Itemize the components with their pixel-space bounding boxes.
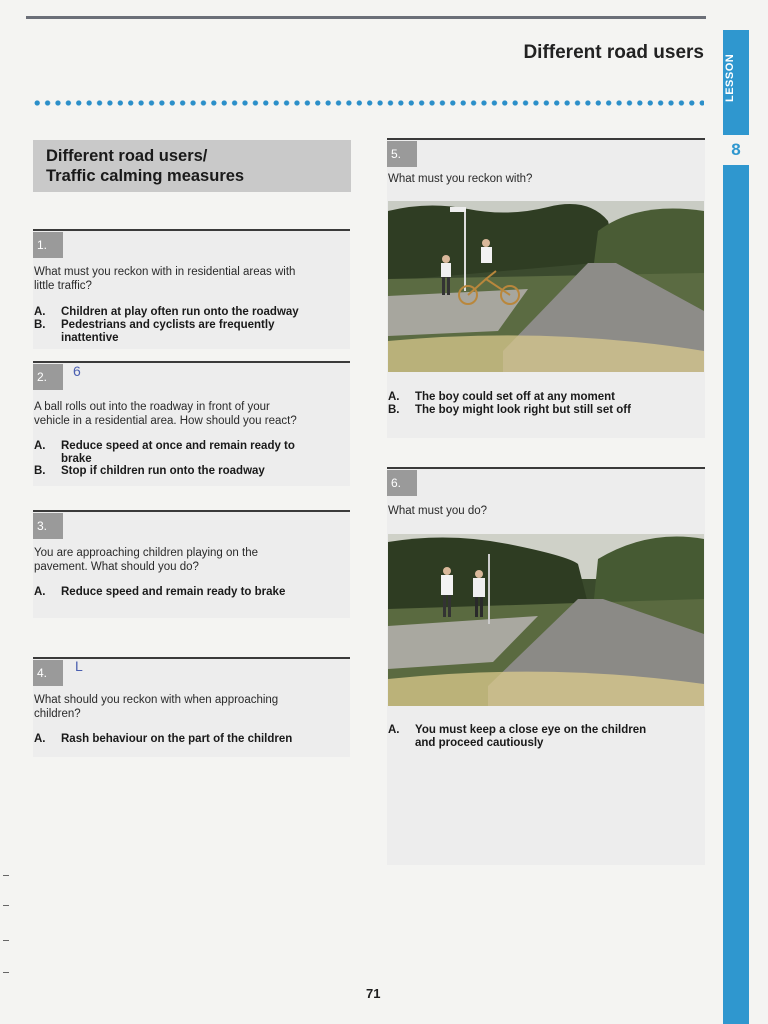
pen-mark: 6 xyxy=(73,363,81,379)
question-number: 2. xyxy=(33,364,63,390)
dotted-divider xyxy=(32,97,704,109)
question-text-line: vehicle in a residential area. How should you react? xyxy=(34,415,297,427)
answer-text: The boy could set off at any moment xyxy=(415,391,615,403)
answer-a xyxy=(388,724,646,750)
question-rule xyxy=(387,138,705,140)
lesson-side-bar xyxy=(723,30,749,1024)
answer-letter: B. xyxy=(388,404,400,416)
question-number: 6. xyxy=(387,470,417,496)
question-text-line: little traffic? xyxy=(34,280,92,292)
photo-boy-with-bicycle xyxy=(388,201,704,372)
question-rule xyxy=(33,510,350,512)
answer-b xyxy=(34,319,274,345)
pen-mark: L xyxy=(75,658,83,674)
question-6 xyxy=(387,467,705,865)
section-title-line1: Different road users/ xyxy=(46,147,208,165)
question-text xyxy=(34,265,348,293)
answer-text: The boy might look right but still set off xyxy=(415,404,631,416)
street-scene-image xyxy=(388,534,704,706)
question-text-line: What must you reckon with in residential areas with xyxy=(34,266,296,278)
photo-children-on-pavement xyxy=(388,534,704,706)
answer-a xyxy=(34,586,285,599)
question-text-line: children? xyxy=(34,708,81,720)
page-number: 71 xyxy=(366,986,381,1001)
question-number: 1. xyxy=(33,232,63,258)
answer-text: Rash behaviour on the part of the children xyxy=(61,733,293,745)
question-1 xyxy=(33,229,350,349)
question-text-line: What should you reckon with when approaching xyxy=(34,694,279,706)
section-title xyxy=(46,146,244,186)
answer-letter: A. xyxy=(388,391,400,403)
binding-mark xyxy=(3,972,9,973)
binding-mark xyxy=(3,940,9,941)
page-top-rule xyxy=(26,16,706,19)
section-heading-box xyxy=(33,140,351,192)
question-number: 4. xyxy=(33,660,63,686)
question-number: 3. xyxy=(33,513,63,539)
answer-text: You must keep a close eye on the children and proceed cautiously xyxy=(415,724,647,749)
answer-text: Reduce speed and remain ready to brake xyxy=(61,586,286,598)
answer-letter: A. xyxy=(34,440,46,452)
question-5 xyxy=(387,138,705,438)
question-text: What must you do? xyxy=(388,505,488,517)
question-text xyxy=(34,693,348,721)
question-text-line: pavement. What should you do? xyxy=(34,561,199,573)
street-scene-image xyxy=(388,201,704,372)
page-header-title: Different road users xyxy=(523,42,704,63)
answer-letter: B. xyxy=(34,319,46,331)
section-title-line2: Traffic calming measures xyxy=(46,167,245,185)
question-4 xyxy=(33,657,350,757)
answer-a xyxy=(388,391,615,404)
lesson-label: LESSON xyxy=(724,53,736,103)
answer-b xyxy=(388,404,631,417)
question-2 xyxy=(33,361,350,486)
answer-letter: A. xyxy=(34,306,46,318)
answer-a xyxy=(34,733,292,746)
question-rule xyxy=(387,467,705,469)
question-text: What must you reckon with? xyxy=(388,173,533,185)
answer-a xyxy=(34,440,295,466)
answer-text: Stop if children run onto the roadway xyxy=(61,465,265,477)
question-text xyxy=(34,400,348,428)
answer-letter: A. xyxy=(34,586,46,598)
answer-letter: A. xyxy=(388,724,400,736)
binding-mark xyxy=(3,905,9,906)
question-rule xyxy=(33,229,350,231)
answer-text: Reduce speed at once and remain ready to brake xyxy=(61,440,295,465)
answer-letter: A. xyxy=(34,733,46,745)
question-text xyxy=(34,546,348,574)
question-number: 5. xyxy=(387,141,417,167)
question-text-line: A ball rolls out into the roadway in front of your xyxy=(34,401,270,413)
answer-text: Children at play often run onto the roadway xyxy=(61,306,299,318)
answer-b xyxy=(34,465,265,478)
question-3 xyxy=(33,510,350,618)
binding-mark xyxy=(3,875,9,876)
answer-letter: B. xyxy=(34,465,46,477)
lesson-number: 8 xyxy=(731,140,741,159)
question-text-line: You are approaching children playing on the xyxy=(34,547,258,559)
answer-a xyxy=(34,306,299,319)
answer-text: Pedestrians and cyclists are frequently inattentive xyxy=(61,319,275,344)
